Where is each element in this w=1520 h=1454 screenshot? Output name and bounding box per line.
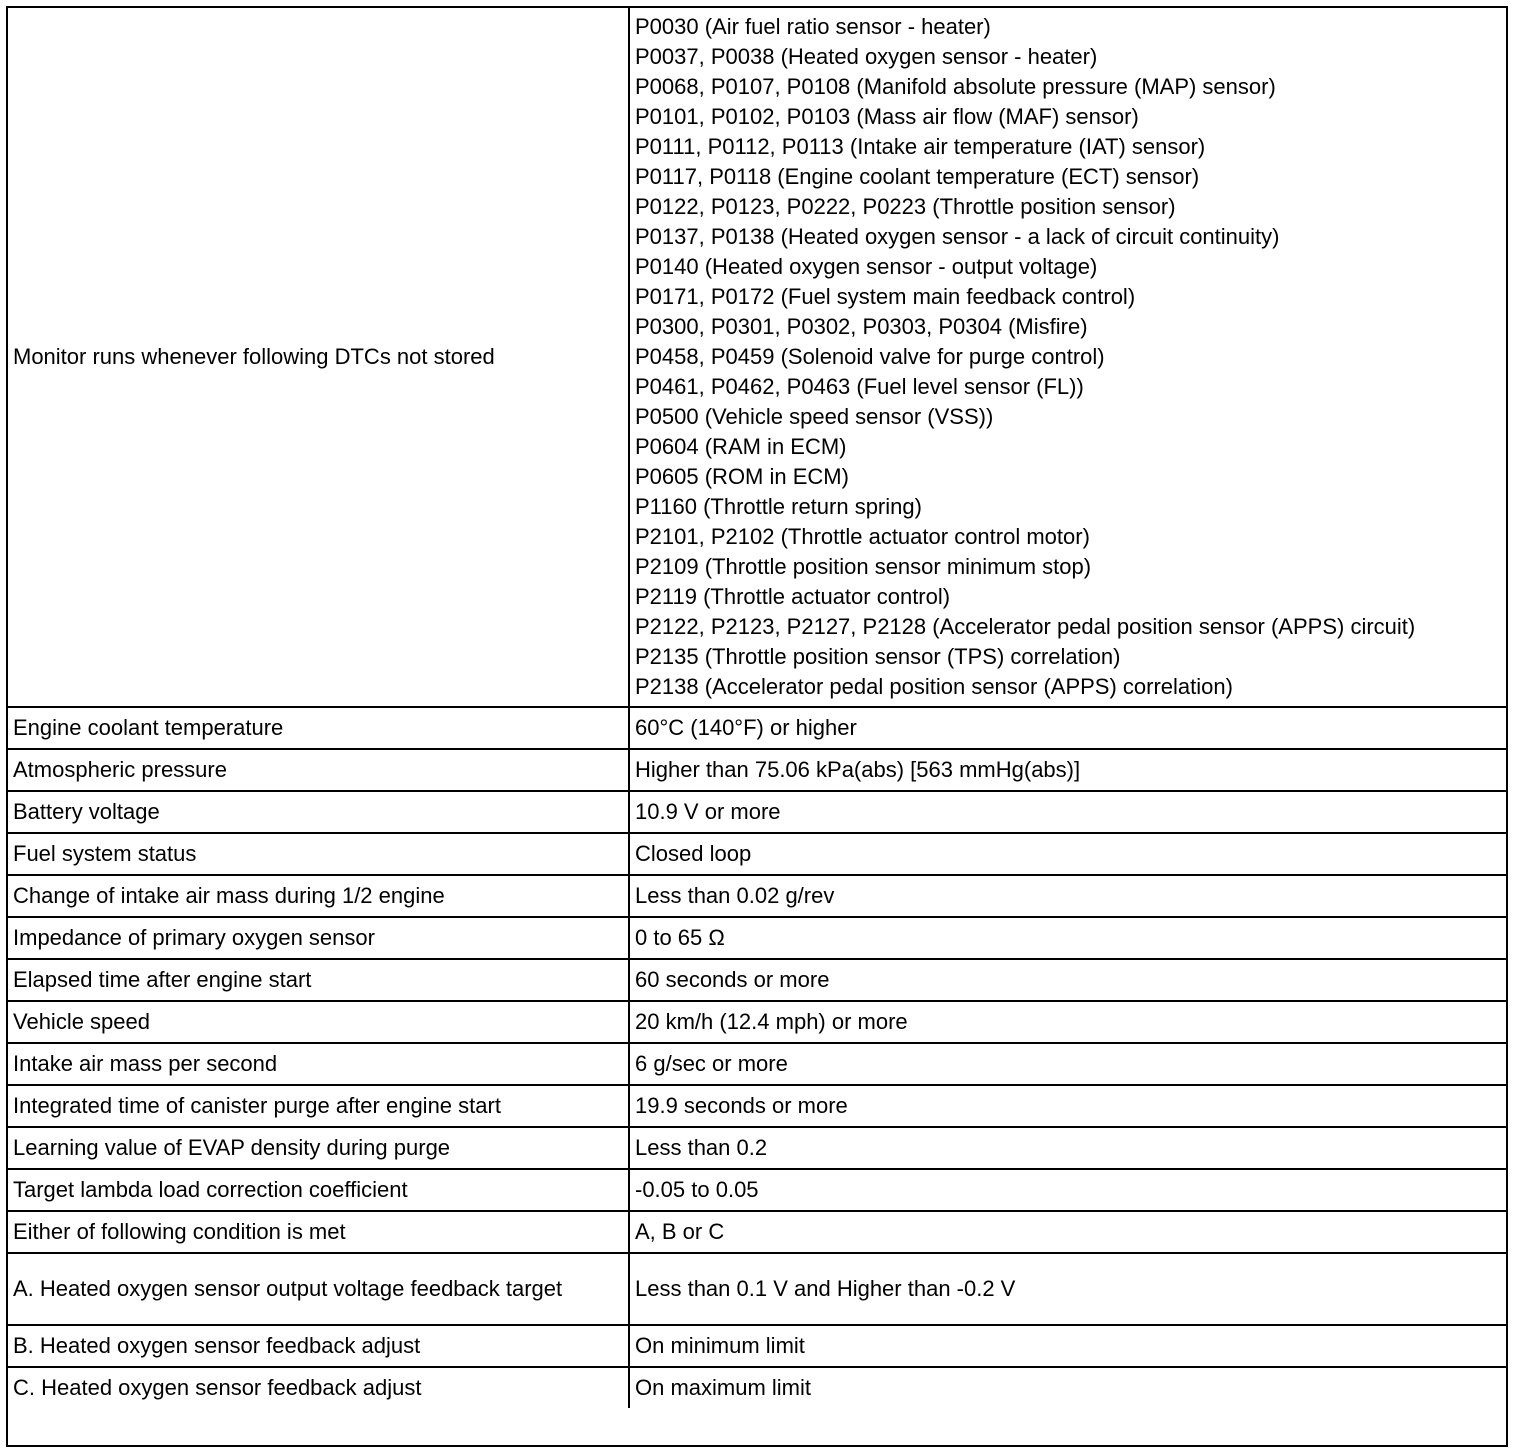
table-row (8, 749, 1506, 791)
table-row (8, 959, 1506, 1001)
dtc-condition-cell: Monitor runs whenever following DTCs not stored (8, 8, 629, 707)
dtc-item: P0461, P0462, P0463 (Fuel level sensor (FL)) (635, 374, 1084, 399)
condition-cell: Learning value of EVAP density during purge (8, 1127, 629, 1169)
value-cell: Less than 0.2 (629, 1127, 1506, 1169)
dtc-item: P2119 (Throttle actuator control) (635, 584, 951, 609)
condition-cell: Elapsed time after engine start (8, 959, 629, 1001)
table-row (8, 1085, 1506, 1127)
value-cell: 20 km/h (12.4 mph) or more (629, 1001, 1506, 1043)
value-cell: 0 to 65 Ω (629, 917, 1506, 959)
dtc-item: P1160 (Throttle return spring) (635, 494, 922, 519)
table-row (8, 1325, 1506, 1367)
table-row (8, 1043, 1506, 1085)
value-cell: Less than 0.02 g/rev (629, 875, 1506, 917)
condition-cell: B. Heated oxygen sensor feedback adjust (8, 1325, 629, 1367)
table-row (8, 833, 1506, 875)
value-cell: 60 seconds or more (629, 959, 1506, 1001)
table-row (8, 1367, 1506, 1408)
value-cell: Higher than 75.06 kPa(abs) [563 mmHg(abs)] (629, 749, 1506, 791)
table-row (8, 917, 1506, 959)
dtc-item: P0030 (Air fuel ratio sensor - heater) (635, 14, 991, 39)
condition-cell: C. Heated oxygen sensor feedback adjust (8, 1367, 629, 1408)
dtc-item: P0137, P0138 (Heated oxygen sensor - a lack of circuit continuity) (635, 224, 1280, 249)
table-row (8, 1211, 1506, 1253)
monitor-conditions-sheet (6, 6, 1508, 1447)
value-cell: On maximum limit (635, 1375, 812, 1400)
table-row (8, 875, 1506, 917)
dtc-item: P0101, P0102, P0103 (Mass air flow (MAF) sensor) (635, 104, 1139, 129)
dtc-item: P2101, P2102 (Throttle actuator control motor) (635, 524, 1090, 549)
dtc-item: P2135 (Throttle position sensor (TPS) correlation) (635, 644, 1121, 669)
dtc-item: P0140 (Heated oxygen sensor - output voltage) (635, 254, 1098, 279)
condition-cell: A. Heated oxygen sensor output voltage feedback target (8, 1253, 629, 1325)
table-body (8, 8, 1506, 1408)
condition-cell: Atmospheric pressure (8, 749, 629, 791)
condition-cell: Engine coolant temperature (8, 707, 629, 749)
value-cell: A, B or C (629, 1211, 1506, 1253)
dtc-list-cell (629, 8, 1506, 707)
condition-cell: Impedance of primary oxygen sensor (8, 917, 629, 959)
value-cell: Closed loop (629, 833, 1506, 875)
monitor-conditions-table (8, 8, 1506, 1408)
dtc-item: P2122, P2123, P2127, P2128 (Accelerator pedal position sensor (APPS) circuit) (635, 614, 1416, 639)
value-cell: -0.05 to 0.05 (629, 1169, 1506, 1211)
dtc-item: P0500 (Vehicle speed sensor (VSS)) (635, 404, 994, 429)
dtc-item: P2109 (Throttle position sensor minimum stop) (635, 554, 1092, 579)
value-cell: 6 g/sec or more (629, 1043, 1506, 1085)
dtc-item: P0037, P0038 (Heated oxygen sensor - heater) (635, 44, 1098, 69)
dtc-item: P0171, P0172 (Fuel system main feedback control) (635, 284, 1136, 309)
dtc-item: P0122, P0123, P0222, P0223 (Throttle position sensor) (635, 194, 1176, 219)
condition-cell: Battery voltage (8, 791, 629, 833)
table-row (8, 707, 1506, 749)
table-row (8, 1001, 1506, 1043)
table-row (8, 791, 1506, 833)
dtc-item: P0458, P0459 (Solenoid valve for purge control) (635, 344, 1105, 369)
value-cell: 60°C (140°F) or higher (629, 707, 1506, 749)
dtc-item: P0300, P0301, P0302, P0303, P0304 (Misfire) (635, 314, 1088, 339)
table-row (8, 1169, 1506, 1211)
dtc-item: P0068, P0107, P0108 (Manifold absolute pressure (MAP) sensor) (635, 74, 1276, 99)
dtc-item: P0605 (ROM in ECM) (635, 464, 849, 489)
table-row (8, 1253, 1506, 1325)
dtc-item: P2138 (Accelerator pedal position sensor (APPS) correlation) (635, 674, 1233, 699)
value-cell: On minimum limit (629, 1325, 1506, 1367)
condition-cell: Change of intake air mass during 1/2 engine (8, 875, 629, 917)
dtc-item: P0117, P0118 (Engine coolant temperature (ECT) sensor) (635, 164, 1200, 189)
dtc-item: P0111, P0112, P0113 (Intake air temperature (IAT) sensor) (635, 134, 1206, 159)
condition-cell: Intake air mass per second (8, 1043, 629, 1085)
value-cell: Less than 0.1 V and Higher than -0.2 V (629, 1253, 1506, 1325)
value-cell: 10.9 V or more (629, 791, 1506, 833)
value-cell: 19.9 seconds or more (629, 1085, 1506, 1127)
table-row (8, 1127, 1506, 1169)
dtc-item: P0604 (RAM in ECM) (635, 434, 847, 459)
condition-cell: Vehicle speed (8, 1001, 629, 1043)
condition-cell: Target lambda load correction coefficient (8, 1169, 629, 1211)
dtc-row (8, 8, 1506, 707)
condition-cell: Integrated time of canister purge after engine start (8, 1085, 629, 1127)
condition-cell: Either of following condition is met (8, 1211, 629, 1253)
condition-cell: Fuel system status (8, 833, 629, 875)
